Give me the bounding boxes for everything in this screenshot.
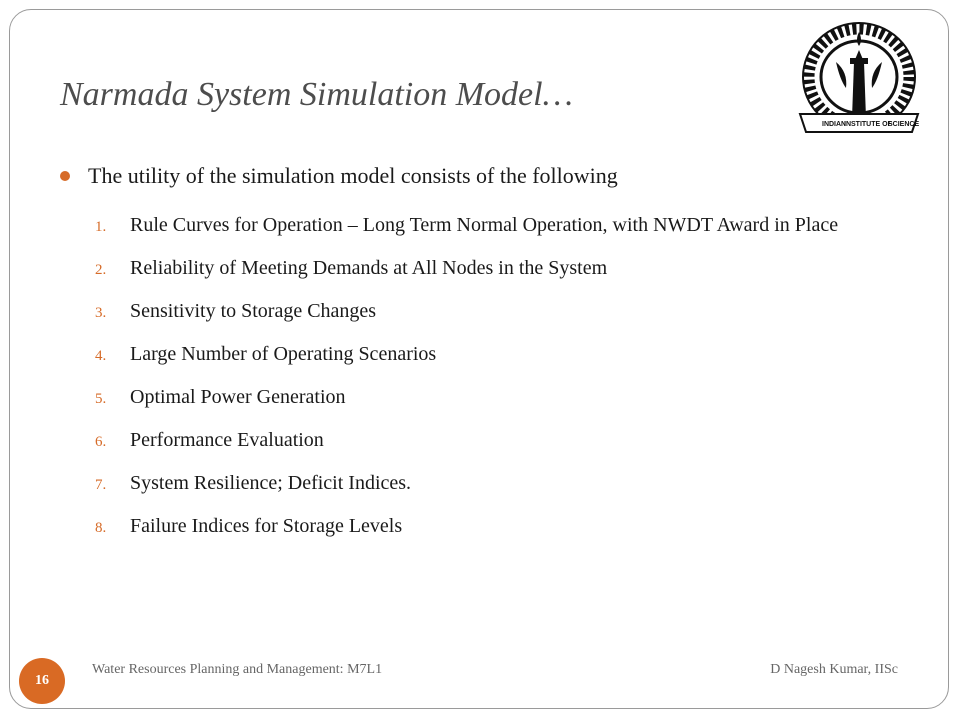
logo-text-right: SCIENCE: [888, 121, 920, 128]
list-item-number: 8.: [95, 520, 107, 536]
list-item-number: 5.: [95, 391, 107, 407]
list-item-number: 2.: [95, 262, 107, 278]
list-item: [95, 419, 915, 462]
bullet-dot-icon: [60, 171, 70, 181]
list-item: [95, 290, 915, 333]
list-item-number: 6.: [95, 434, 107, 450]
list-item: [95, 204, 915, 247]
list-item: [95, 462, 915, 505]
logo-text-left: INDIAN: [822, 121, 847, 128]
list-item-text: Sensitivity to Storage Changes: [130, 300, 377, 322]
list-item-number: 1.: [95, 219, 107, 235]
list-item-text: Rule Curves for Operation – Long Term Normal Operation, with NWDT Award in Place: [130, 214, 839, 236]
footer-course: Water Resources Planning and Management: M7L1: [92, 662, 383, 677]
list-item-text: Failure Indices for Storage Levels: [130, 515, 403, 537]
list-item: [95, 247, 915, 290]
list-item-text: Performance Evaluation: [130, 429, 324, 451]
list-item-text: System Resilience; Deficit Indices.: [130, 472, 412, 494]
list-item-text: Large Number of Operating Scenarios: [130, 343, 437, 365]
list-item-number: 3.: [95, 305, 107, 321]
logo-text-mid: INSTITUTE OF: [844, 121, 892, 128]
numbered-list: [95, 204, 915, 548]
list-item-text: Reliability of Meeting Demands at All Nodes in the System: [130, 257, 608, 279]
main-bullet: [60, 163, 618, 189]
footer-author: D Nagesh Kumar, IISc: [770, 662, 898, 677]
list-item: [95, 505, 915, 548]
page-number-badge: 16: [19, 658, 65, 704]
list-item-number: 4.: [95, 348, 107, 364]
slide-title: Narmada System Simulation Model…: [60, 76, 573, 113]
list-item-text: Optimal Power Generation: [130, 386, 346, 408]
list-item: [95, 376, 915, 419]
iisc-logo-icon: [796, 22, 922, 138]
list-item: [95, 333, 915, 376]
bullet-text: The utility of the simulation model consists of the following: [88, 163, 618, 188]
list-item-number: 7.: [95, 477, 107, 493]
